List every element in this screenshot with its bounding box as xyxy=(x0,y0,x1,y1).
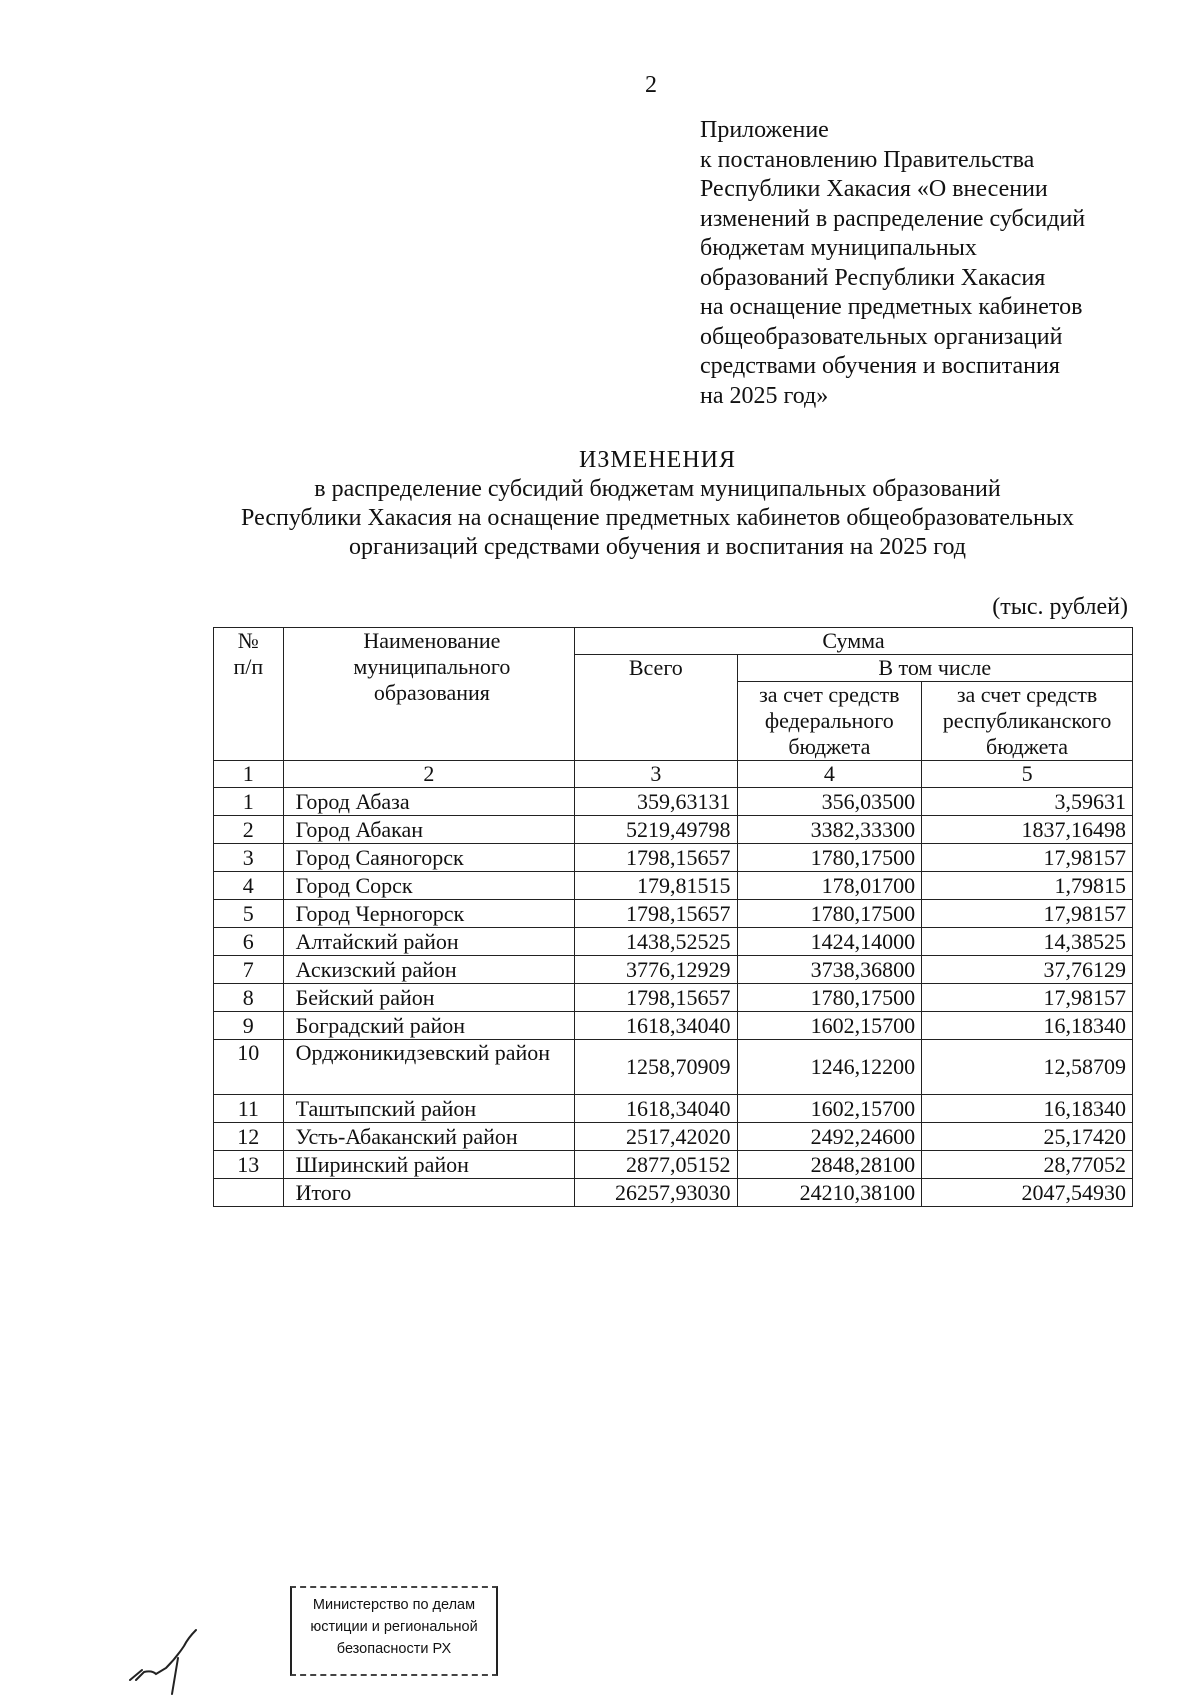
row-republic: 3,59631 xyxy=(922,788,1133,816)
row-total: 1798,15657 xyxy=(575,900,737,928)
row-number: 9 xyxy=(214,1012,284,1040)
header-including: В том числе xyxy=(737,655,1132,682)
subsidy-table xyxy=(213,627,1133,1207)
table-row xyxy=(214,1040,1133,1095)
subtitle-line: Республики Хакасия на оснащение предметных кабинетов общеобразовательных xyxy=(241,505,1074,531)
table-row xyxy=(214,816,1133,844)
row-federal: 2492,24600 xyxy=(737,1123,922,1151)
row-republic: 2047,54930 xyxy=(922,1179,1133,1207)
header-republic: за счет средств республиканского бюджета xyxy=(922,682,1133,761)
row-name: Усть-Абаканский район xyxy=(283,1123,575,1151)
row-federal: 1246,12200 xyxy=(737,1040,922,1095)
appendix-line: образований Республики Хакасия xyxy=(700,264,1046,291)
row-number: 10 xyxy=(214,1040,284,1095)
row-republic: 17,98157 xyxy=(922,900,1133,928)
table-row xyxy=(214,1123,1133,1151)
row-number: 6 xyxy=(214,928,284,956)
row-federal: 1780,17500 xyxy=(737,844,922,872)
header-sum: Сумма xyxy=(575,628,1133,655)
stamp-line: юстиции и региональной xyxy=(310,1619,478,1635)
row-federal: 1602,15700 xyxy=(737,1095,922,1123)
table-row xyxy=(214,928,1133,956)
column-index: 5 xyxy=(922,761,1133,788)
appendix-line: Приложение xyxy=(700,117,829,143)
row-name: Город Сорск xyxy=(283,872,575,900)
row-name: Алтайский район xyxy=(283,928,575,956)
row-number: 11 xyxy=(214,1095,284,1123)
ministry-stamp xyxy=(290,1586,498,1676)
row-republic: 1837,16498 xyxy=(922,816,1133,844)
row-total: 2877,05152 xyxy=(575,1151,737,1179)
table-row xyxy=(214,788,1133,816)
appendix-block xyxy=(700,116,1180,411)
row-federal: 3382,33300 xyxy=(737,816,922,844)
row-name: Город Саяногорск xyxy=(283,844,575,872)
appendix-line: общеобразовательных организаций xyxy=(700,323,1063,350)
row-federal: 2848,28100 xyxy=(737,1151,922,1179)
row-total: 359,63131 xyxy=(575,788,737,816)
column-index: 1 xyxy=(214,761,284,788)
row-name: Орджоникидзевский район xyxy=(283,1040,575,1095)
row-federal: 24210,38100 xyxy=(737,1179,922,1207)
row-number: 8 xyxy=(214,984,284,1012)
row-republic: 14,38525 xyxy=(922,928,1133,956)
row-federal: 356,03500 xyxy=(737,788,922,816)
header-federal: за счет средств федерального бюджета xyxy=(737,682,922,761)
appendix-line: к постановлению Правительства xyxy=(700,146,1035,173)
row-number: 1 xyxy=(214,788,284,816)
row-republic: 16,18340 xyxy=(922,1095,1133,1123)
signature xyxy=(122,1628,222,1698)
row-total: 1258,70909 xyxy=(575,1040,737,1095)
table-row xyxy=(214,1012,1133,1040)
row-republic: 12,58709 xyxy=(922,1040,1133,1095)
row-republic: 16,18340 xyxy=(922,1012,1133,1040)
row-name: Боградский район xyxy=(283,1012,575,1040)
stamp-line: Министерство по делам xyxy=(312,1597,476,1613)
row-republic: 17,98157 xyxy=(922,984,1133,1012)
column-index: 2 xyxy=(283,761,575,788)
row-number: 4 xyxy=(214,872,284,900)
row-federal: 1780,17500 xyxy=(737,900,922,928)
row-number: 3 xyxy=(214,844,284,872)
row-total: 5219,49798 xyxy=(575,816,737,844)
units-label: (тыс. рублей) xyxy=(992,594,1128,620)
row-republic: 28,77052 xyxy=(922,1151,1133,1179)
header-num: № п/п xyxy=(214,628,284,761)
table-row xyxy=(214,1095,1133,1123)
row-name: Итого xyxy=(283,1179,575,1207)
appendix-line: бюджетам муниципальных xyxy=(700,235,977,261)
row-name: Город Абакан xyxy=(283,816,575,844)
row-name: Таштыпский район xyxy=(283,1095,575,1123)
row-republic: 17,98157 xyxy=(922,844,1133,872)
row-total: 2517,42020 xyxy=(575,1123,737,1151)
row-number: 7 xyxy=(214,956,284,984)
row-number: 12 xyxy=(214,1123,284,1151)
appendix-line: на оснащение предметных кабинетов xyxy=(700,294,1083,320)
table-row xyxy=(214,1151,1133,1179)
row-total: 1798,15657 xyxy=(575,844,737,872)
row-name: Бейский район xyxy=(283,984,575,1012)
header-name: Наименование муниципального образования xyxy=(283,628,575,761)
row-number: 5 xyxy=(214,900,284,928)
row-total: 1438,52525 xyxy=(575,928,737,956)
table-row-total xyxy=(214,1179,1133,1207)
table-row xyxy=(214,956,1133,984)
table-row xyxy=(214,872,1133,900)
table-row xyxy=(214,900,1133,928)
row-republic: 37,76129 xyxy=(922,956,1133,984)
row-name: Город Черногорск xyxy=(283,900,575,928)
row-total: 3776,12929 xyxy=(575,956,737,984)
appendix-line: Республики Хакасия «О внесении xyxy=(700,176,1048,202)
row-total: 179,81515 xyxy=(575,872,737,900)
subtitle-line: организаций средствами обучения и воспитания на 2025 год xyxy=(348,534,966,560)
row-name: Город Абаза xyxy=(283,788,575,816)
row-total: 1798,15657 xyxy=(575,984,737,1012)
row-number: 13 xyxy=(214,1151,284,1179)
row-republic: 1,79815 xyxy=(922,872,1133,900)
document-title-block xyxy=(0,446,1200,562)
row-republic: 25,17420 xyxy=(922,1123,1133,1151)
row-number xyxy=(214,1179,284,1207)
document-title: ИЗМЕНЕНИЯ xyxy=(578,447,737,473)
page-number: 2 xyxy=(645,72,657,98)
row-total: 26257,93030 xyxy=(575,1179,737,1207)
header-total: Всего xyxy=(575,655,737,761)
stamp-line: безопасности РХ xyxy=(336,1641,452,1657)
row-name: Ширинский район xyxy=(283,1151,575,1179)
column-index: 4 xyxy=(737,761,922,788)
appendix-line: средствами обучения и воспитания xyxy=(700,353,1060,379)
appendix-line: на 2025 год» xyxy=(700,382,829,409)
row-federal: 178,01700 xyxy=(737,872,922,900)
row-federal: 3738,36800 xyxy=(737,956,922,984)
row-federal: 1602,15700 xyxy=(737,1012,922,1040)
row-total: 1618,34040 xyxy=(575,1012,737,1040)
row-number: 2 xyxy=(214,816,284,844)
column-index: 3 xyxy=(575,761,737,788)
row-federal: 1424,14000 xyxy=(737,928,922,956)
row-federal: 1780,17500 xyxy=(737,984,922,1012)
row-total: 1618,34040 xyxy=(575,1095,737,1123)
appendix-line: изменений в распределение субсидий xyxy=(700,205,1086,232)
subtitle-line: в распределение субсидий бюджетам муниципальных образований xyxy=(314,476,1001,502)
table-row xyxy=(214,984,1133,1012)
row-name: Аскизский район xyxy=(283,956,575,984)
table-row xyxy=(214,844,1133,872)
